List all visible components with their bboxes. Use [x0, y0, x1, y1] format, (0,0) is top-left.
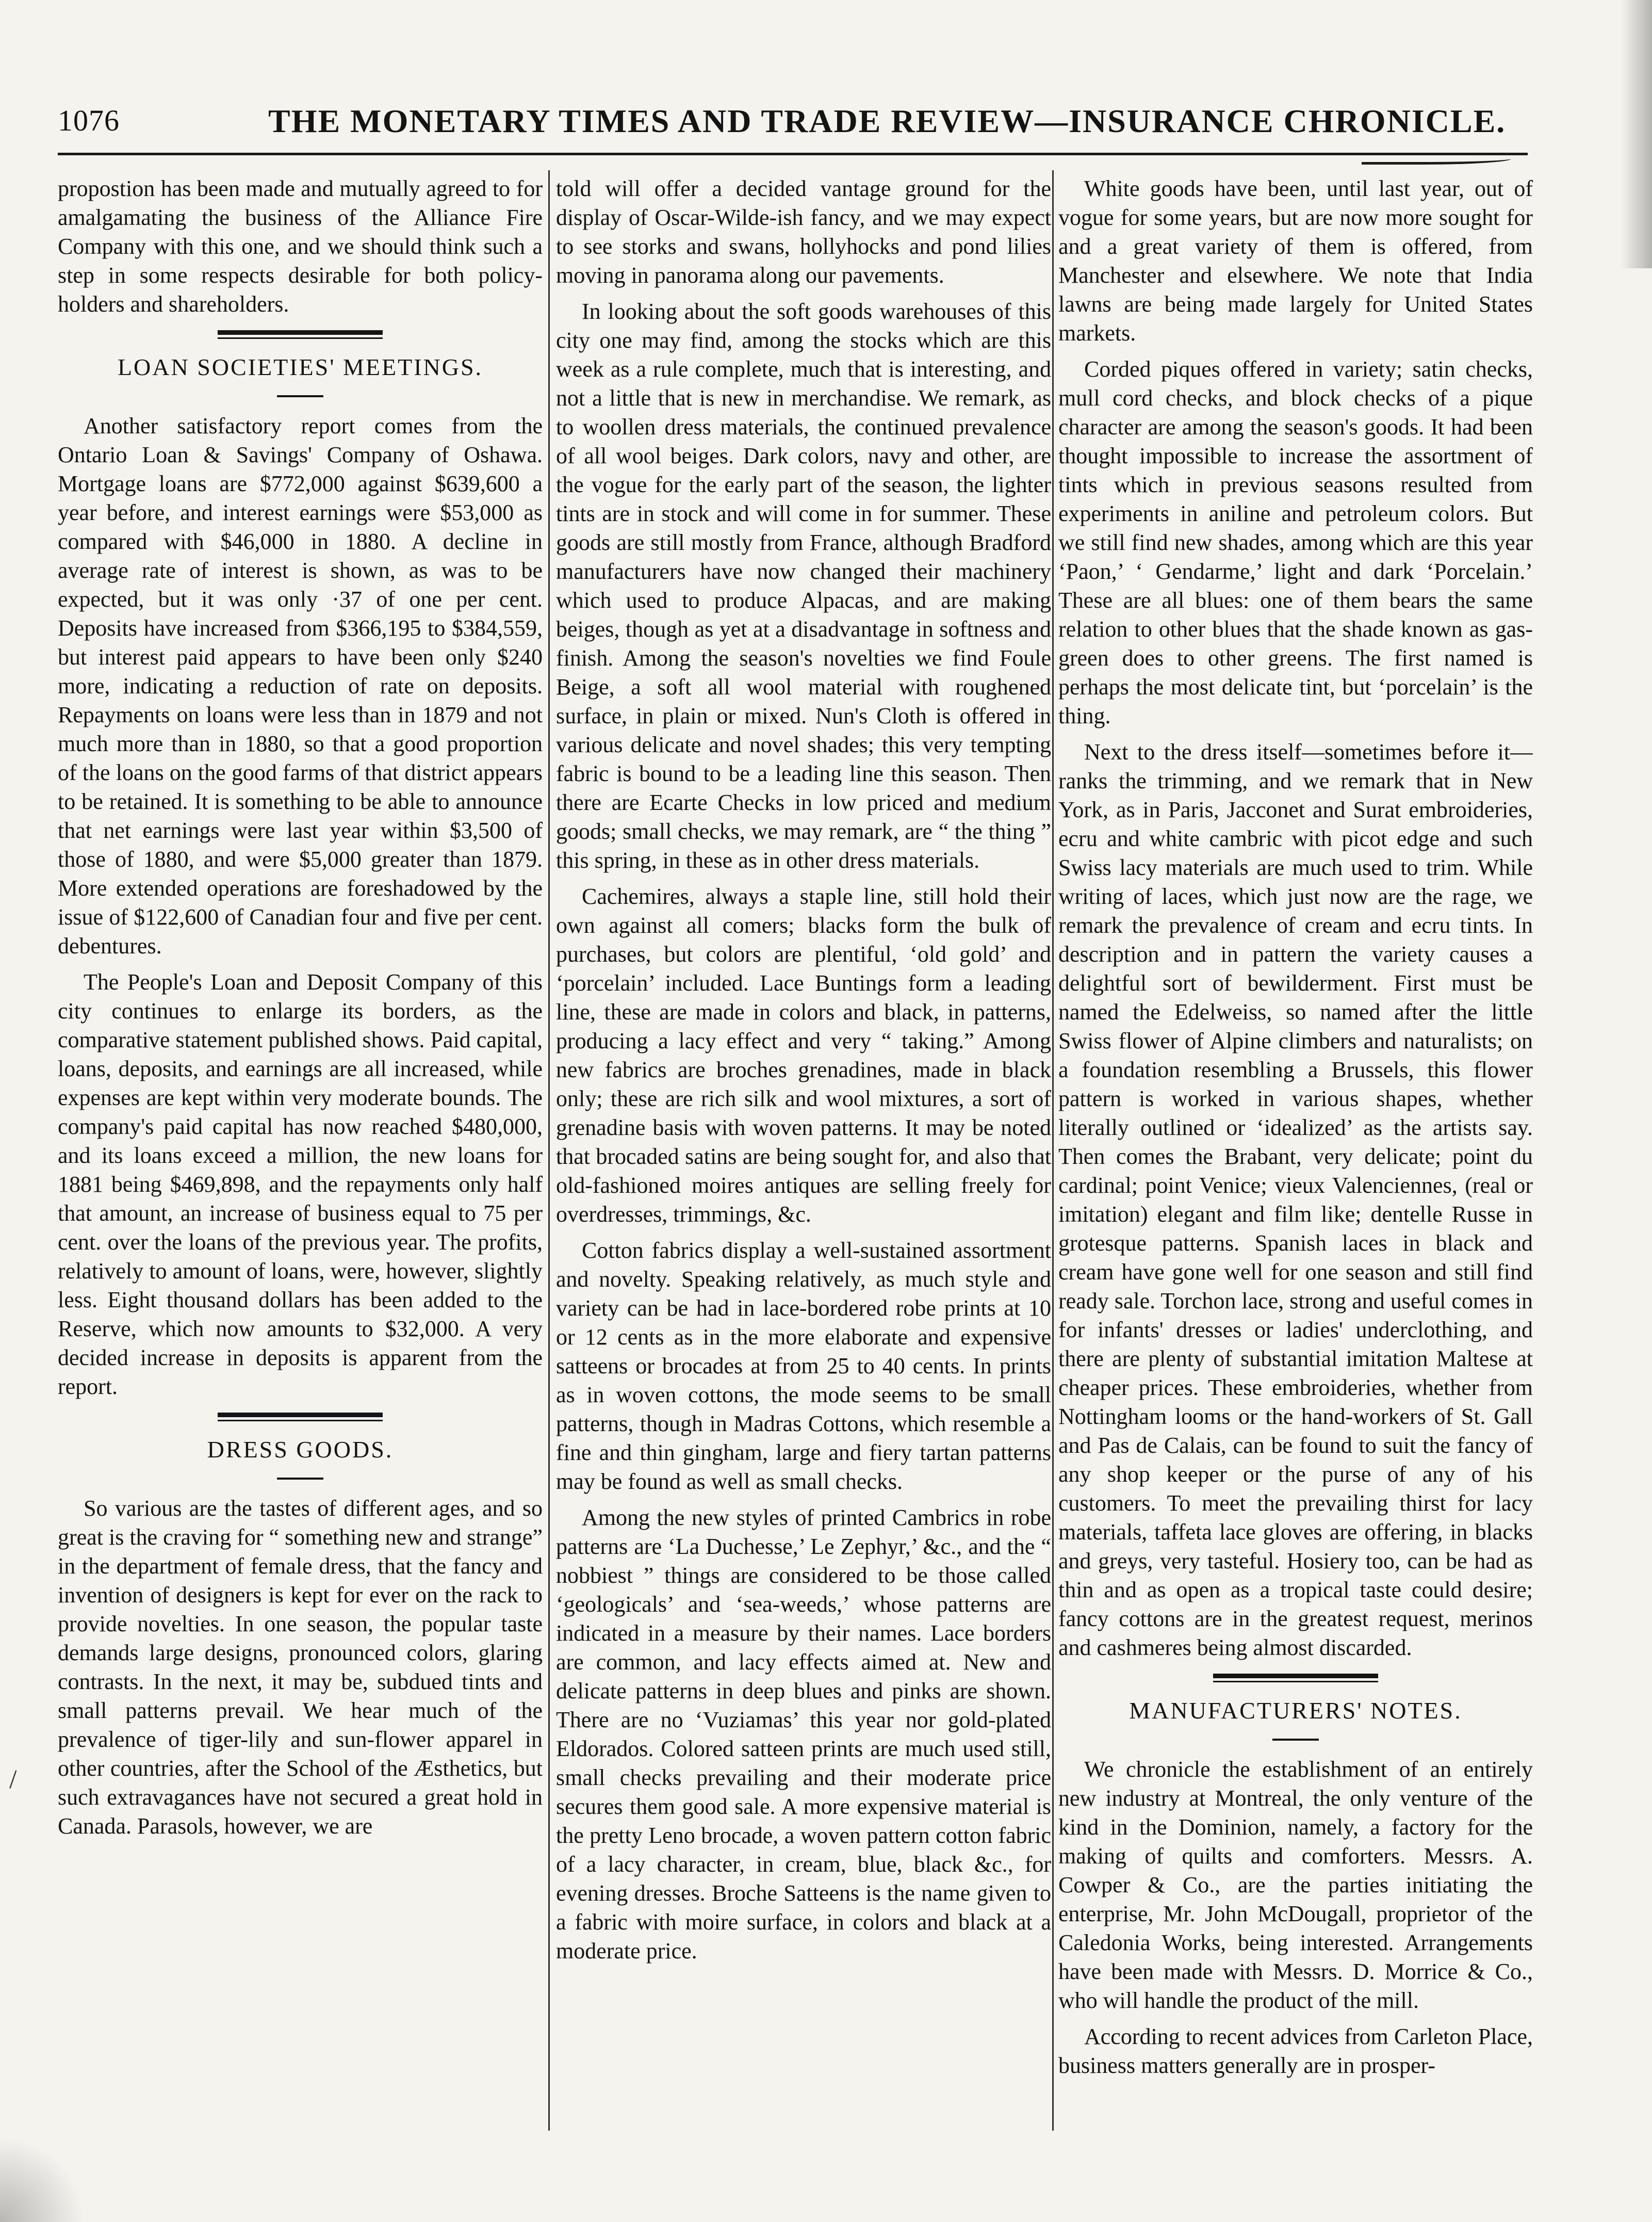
paragraph-trimming-laces: Next to the dress itself—sometimes before it—ranks the trimming, and we remark that in New York, as in Paris, Jacconet and Surat embroideries, ecru and white cambric with picot edge and such Swiss lacy materials are much used to trim. While writing of laces, which just now are the rage, we remark the prevalence of cream and ecru tints. In description and in pattern the variety causes a delightful sort of bewilderment. First must be named the Edelweiss, so named after the little Swiss flower of Alpine climbers and naturalists; on a foundation resembling a Brussels, this flower pattern is worked in various shapes, whether literally outlined or ‘idealized’ as the artists say. Then comes the Brabant, very delicate; point du cardinal; point Venice; vieux Valenciennes, (real or imitation) elegant and film like; dentelle Russe in grotesque patterns. Spanish laces in black and cream have gone well for one season and still find ready sale. Torchon lace, strong and useful comes in for infants' dresses or ladies' underclothing, and there are plenty of substantial imitation Maltese at cheaper prices. These embroideries, whether from Nottingham looms or the hand-workers of St. Gall and Pas de Calais, can be found to suit the fancy of any shop keeper or the purse of any of his customers. To meet the prevailing thirst for lacy materials, taffeta lace gloves are offering, in blacks and greys, very tasteful. Hosiery too, can be had as thin and as open as a tropical taste could desire; fancy cottons are in the greatest request, merinos and cashmeres being almost discarded. — [1058, 739, 1533, 1660]
page-number: 1076 — [58, 104, 120, 137]
scan-corner-shadow — [0, 2134, 83, 2222]
paragraph-cotton-fabrics: Cotton fabrics display a well-sustained assortment and novelty. Speaking relatively, as much style and variety can be had in lace-bordered robe prints at 10 or 12 cents as in the more elaborate and expensive satteens or brocades at from 25 to 40 cents. In prints as in woven cottons, the mode seems to be small patterns, though in Madras Cottons, which resemble a fine and thin gingham, large and fiery tartan patterns may be found as well as small checks. — [556, 1238, 1051, 1494]
section-divider — [218, 330, 383, 339]
column-right — [1058, 174, 1533, 2129]
paragraph-printed-cambrics: Among the new styles of printed Cambrics in robe patterns are ‘La Duchesse,’ Le Zephyr,’ &c., and the “ nobbiest ” things are considered to be those called ‘geologicals’ and ‘sea-weeds,’ whose patterns are indicated in a measure by their names. Lace borders are common, and lacy effects aimed at. New and delicate patterns in deep blues and pinks are shown. There are no ‘Vuziamas’ this year nor gold-plated Eldorados. Colored satteen prints are much used still, small checks prevailing and their moderate price secures them good sale. A more expensive material is the pretty Leno brocade, a woven pattern cotton fabric of a lacy character, in cream, blue, black &c., for evening dresses. Broche Satteens is the name given to a fabric with moire surface, in colors and black at a moderate price. — [556, 1505, 1051, 1964]
column-left — [58, 174, 543, 2129]
paragraph-peoples-loan: The People's Loan and Deposit Company of this city continues to enlarge its borders, as the comparative statement published shows. Paid capital, loans, deposits, and earnings are all increased, while expenses are kept within very moderate bounds. The company's paid capital has now reached $480,000, and its loans exceed a million, the new loans for 1881 being $469,898, and the repayments only half that amount, an increase of business equal to 75 per cent. over the loans of the previous year. The profits, relatively to amount of loans, were, however, slightly less. Eight thousand dollars has been added to the Reserve, which now amounts to $32,000. A very decided increase in deposits is apparent from the report. — [58, 969, 543, 1399]
paragraph-alliance-fire: propostion has been made and mutually agreed to for amalgamating the business of the Alliance Fire Company with this one, and we should think such a step in some respects desirable for both policy-holders and shareholders. — [58, 176, 543, 317]
paragraph-cachemires: Cachemires, always a staple line, still hold their own against all comers; blacks form the bulk of purchases, but colors are plentiful, ‘old gold’ and ‘porcelain’ included. Lace Buntings form a leading line, these are made in colors and black, in patterns, producing a lacy effect and very “ taking.” Among new fabrics are broches grenadines, made in black only; these are rich silk and wool mixtures, a sort of grenadine basis with woven patterns. It may be noted that brocaded satins are being sought for, and also that old-fashioned moires antiques are selling freely for overdresses, trimmings, &c. — [556, 884, 1051, 1227]
paragraph-corded-piques: Corded piques offered in variety; satin checks, mull cord checks, and block checks of a pique character are among the season's goods. It had been thought impossible to increase the assortment of tints which in previous seasons resulted from experiments in aniline and petroleum colors. But we still find new shades, among which are this year ‘Paon,’ ‘ Gendarme,’ light and dark ‘Porcelain.’ These are all blues: one of them bears the same relation to other blues that the shade known as gas-green does to other greens. The first named is perhaps the most delicate tint, but ‘porcelain’ is the thing. — [1058, 356, 1533, 728]
paragraph-ontario-loan: Another satisfactory report comes from the Ontario Loan & Savings' Company of Oshawa. Mortgage loans are $772,000 against $639,600 a year before, and interest earnings were $53,000 as compared with $46,000 in 1880. A decline in average rate of interest is shown, as was to be expected, but it was only ·37 of one per cent. Deposits have increased from $366,195 to $384,559, but interest paid appears to have been only $240 more, indicating a reduction of rate on deposits. Repayments on loans were less than in 1879 and not much more than in 1880, so that a good proportion of the loans on the good farms of that district appears to be retained. It is something to be able to announce that net earnings were last year within $3,500 of those of 1880, and were $5,000 greater than 1879. More extended operations are foreshadowed by the issue of $122,600 of Canadian four and five per cent. debentures. — [58, 413, 543, 959]
paragraph-dress-goods: So various are the tastes of different ages, and so great is the craving for “ something new and strange” in the department of female dress, that the fancy and invention of designers is kept for ever on the rack to provide novelties. In one season, the popular taste demands large designs, pronounced colors, glaring contrasts. In the next, it may be, subdued tints and small patterns prevail. We hear much of the prevalence of tiger-lily and sun-flower apparel in other countries, after the School of the Æsthetics, but such extravagances have not secured a great hold in Canada. Parasols, however, we are — [58, 1496, 543, 1839]
heading-loan-societies: LOAN SOCIETIES' MEETINGS. — [117, 354, 483, 380]
paragraph-montreal-factory: We chronicle the establishment of an entirely new industry at Montreal, the only venture of the kind in the Dominion, namely, a factory for the making of quilts and comforters. Messrs. A. Cowper & Co., are the parties initiating the enterprise, Mr. John McDougall, proprietor of the Caledonia Works, being interested. Arrangements have been made with Messrs. D. Morrice & Co., who will handle the product of the mill. — [1058, 1757, 1533, 2013]
heading-underline — [277, 395, 323, 397]
column-divider — [1052, 170, 1054, 2131]
heading-manufacturers-notes: MANUFACTURERS' NOTES. — [1129, 1697, 1462, 1724]
heading-dress-goods: DRESS GOODS. — [207, 1436, 394, 1463]
column-divider — [548, 170, 550, 2131]
scan-edge-shadow — [1621, 0, 1652, 268]
header-rule — [58, 153, 1528, 155]
margin-pencil-mark: / — [9, 1765, 17, 1794]
heading-underline — [1272, 1739, 1319, 1741]
paragraph-parasols-cont: told will offer a decided vantage ground for the display of Oscar-Wilde-ish fancy, and we may expect to see storks and swans, hollyhocks and pond lilies moving in panorama along our pavements. — [556, 176, 1051, 288]
paragraph-carleton-place: According to recent advices from Carleton Place, business matters generally are in prosper- — [1058, 2024, 1533, 2078]
paragraph-white-goods: White goods have been, until last year, out of vogue for some years, but are now more sought for and a great variety of them is offered, from Manchester and elsewhere. We note that India lawns are being made largely for United States markets. — [1058, 176, 1533, 346]
section-divider — [1213, 1674, 1378, 1682]
paragraph-warehouses: In looking about the soft goods warehouses of this city one may find, among the stocks which are this week as a rule complete, much that is interesting, and not a little that is new in merchandise. We remark, as to woollen dress materials, the continued prevalence of all wool beiges. Dark colors, navy and other, are the vogue for the early part of the season, the lighter tints are in stock and will come in for summer. These goods are still mostly from France, although Bradford manufacturers have now changed their machinery which used to produce Alpacas, and are making beiges, though as yet at a disadvantage in softness and finish. Among the season's novelties we find Foule Beige, a soft all wool material with roughened surface, in plain or mixed. Nun's Cloth is offered in various delicate and novel shades; this very tempting fabric is bound to be a leading line this season. Then there are Ecarte Checks in low priced and medium goods; small checks, we may remark, are “ the thing ” this spring, in these as in other dress materials. — [556, 299, 1051, 873]
section-divider — [218, 1413, 383, 1421]
column-middle — [556, 174, 1051, 2129]
masthead-title: THE MONETARY TIMES AND TRADE REVIEW—INSURANCE CHRONICLE. — [268, 103, 1506, 139]
heading-underline — [277, 1478, 323, 1480]
header-flourish — [1362, 155, 1511, 165]
